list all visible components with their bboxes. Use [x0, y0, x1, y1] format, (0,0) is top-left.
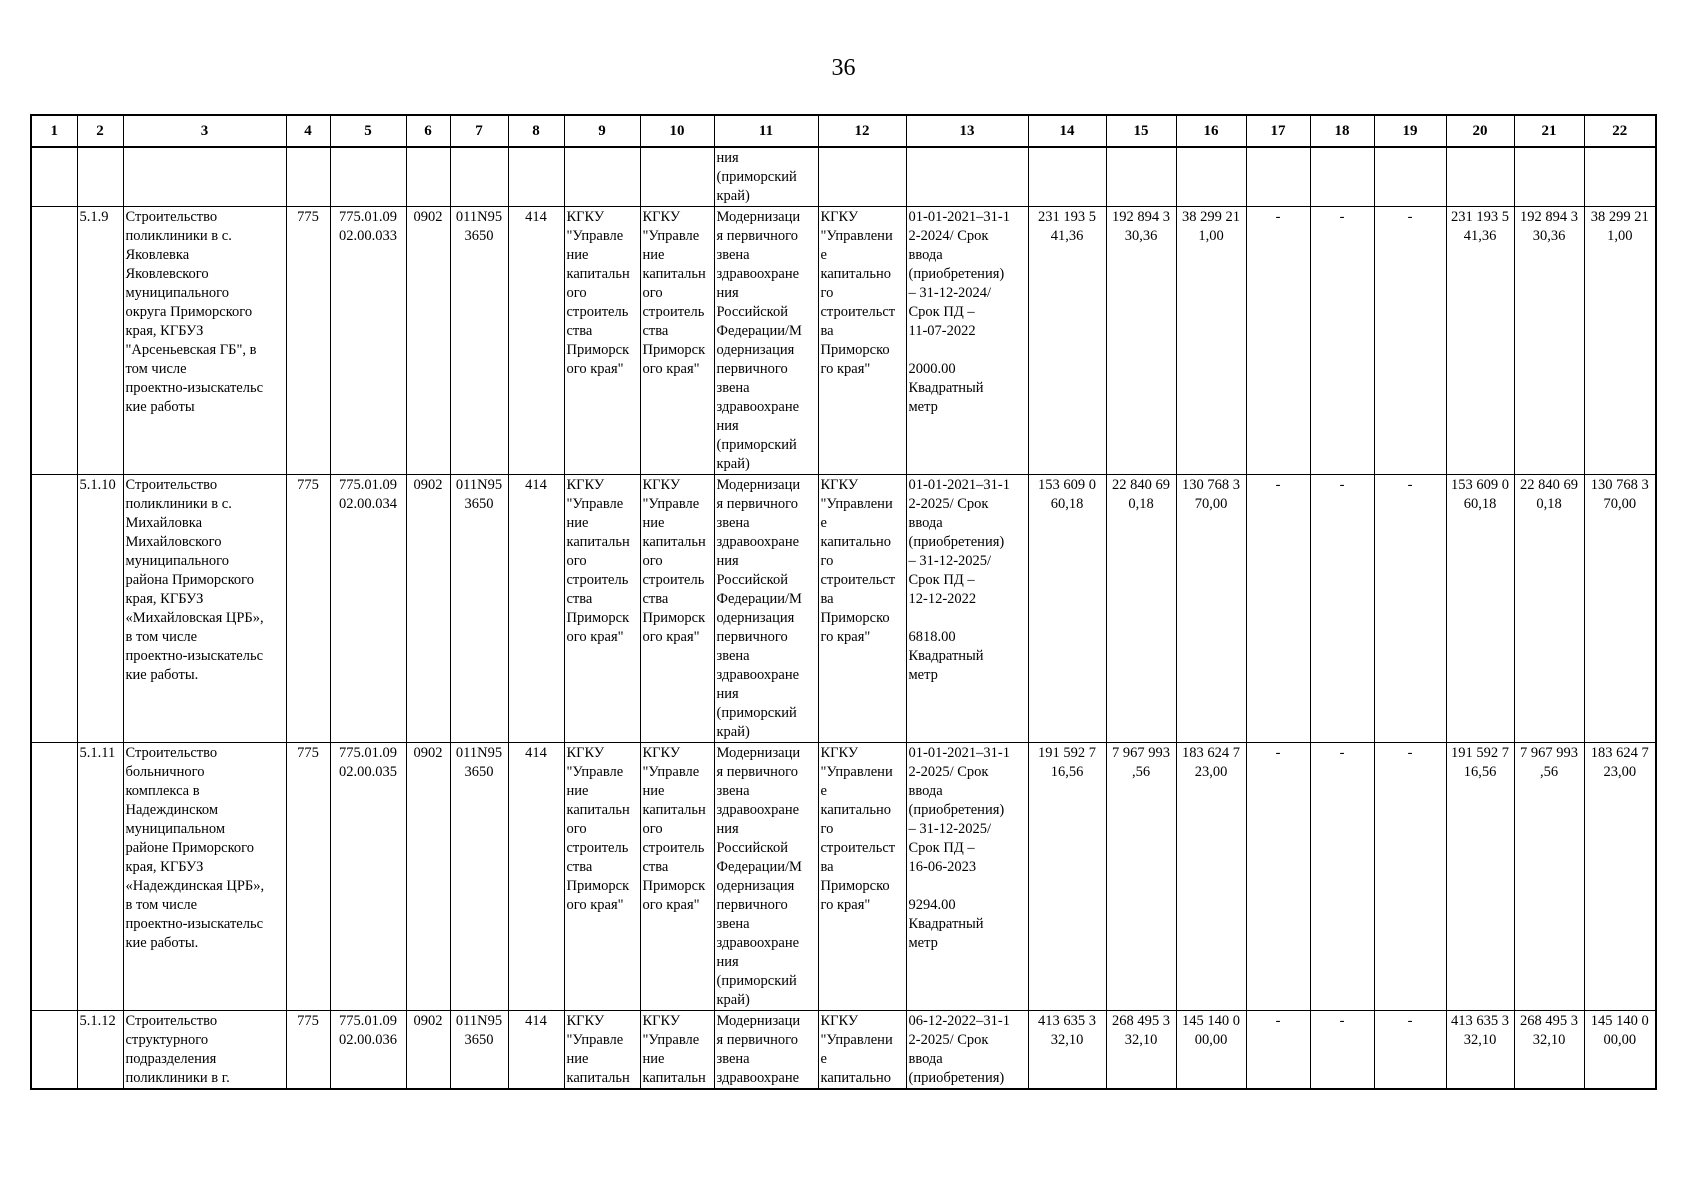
cell-col-10: КГКУ "Управле ние капитальн ого строитель ства Приморск ого края" — [640, 743, 714, 1011]
cell-col-12 — [818, 147, 906, 207]
column-header-16: 16 — [1176, 115, 1246, 147]
cell-col-11: Модернизаци я первичного звена здравоохране ния Российской Федерации/М одернизация первичного звена здравоохране ния (приморский край) — [714, 743, 818, 1011]
cell-col-20 — [1446, 147, 1514, 207]
cell-col-12: КГКУ "Управлени е капитально го строительст ва Приморско го края" — [818, 207, 906, 475]
cell-col-3: Строительство поликлиники в с. Михайловка Михайловского муниципального района Приморского края, КГБУЗ «Михайловская ЦРБ», в том числе проектно-изыскательс кие работы. — [123, 475, 286, 743]
cell-col-13: 01-01-2021–31-1 2-2025/ Срок ввода (приобретения) – 31-12-2025/ Срок ПД – 16-06-2023 9294.00 Квадратный метр — [906, 743, 1028, 1011]
cell-col-13 — [906, 147, 1028, 207]
cell-col-5: 775.01.09 02.00.034 — [330, 475, 406, 743]
cell-col-21: 192 894 3 30,36 — [1514, 207, 1584, 475]
column-header-7: 7 — [450, 115, 508, 147]
table-row — [31, 475, 1656, 743]
cell-col-22: 183 624 7 23,00 — [1584, 743, 1656, 1011]
cell-col-11: Модернизаци я первичного звена здравоохране ния Российской Федерации/М одернизация первичного звена здравоохране ния (приморский край) — [714, 207, 818, 475]
cell-col-4: 775 — [286, 475, 330, 743]
cell-col-9: КГКУ "Управле ние капитальн — [564, 1011, 640, 1090]
column-header-10: 10 — [640, 115, 714, 147]
cell-col-15 — [1106, 147, 1176, 207]
cell-col-18 — [1310, 147, 1374, 207]
cell-col-10 — [640, 147, 714, 207]
page-number: 36 — [831, 55, 856, 81]
column-header-11: 11 — [714, 115, 818, 147]
column-header-4: 4 — [286, 115, 330, 147]
cell-col-22: 130 768 3 70,00 — [1584, 475, 1656, 743]
cell-col-22: 145 140 0 00,00 — [1584, 1011, 1656, 1090]
budget-table — [30, 114, 1657, 1090]
cell-col-4 — [286, 147, 330, 207]
cell-col-19: - — [1374, 743, 1446, 1011]
cell-col-9: КГКУ "Управле ние капитальн ого строитель ства Приморск ого края" — [564, 743, 640, 1011]
cell-col-18: - — [1310, 1011, 1374, 1090]
cell-col-1 — [31, 207, 77, 475]
cell-col-7 — [450, 147, 508, 207]
cell-col-9: КГКУ "Управле ние капитальн ого строитель ства Приморск ого края" — [564, 475, 640, 743]
cell-col-16: 38 299 21 1,00 — [1176, 207, 1246, 475]
cell-col-18: - — [1310, 475, 1374, 743]
table-row-continuation — [31, 147, 1656, 207]
cell-col-8: 414 — [508, 475, 564, 743]
table-row — [31, 1011, 1656, 1090]
cell-col-17: - — [1246, 475, 1310, 743]
cell-col-6: 0902 — [406, 207, 450, 475]
cell-col-12: КГКУ "Управлени е капитально го строительст ва Приморско го края" — [818, 475, 906, 743]
column-header-20: 20 — [1446, 115, 1514, 147]
cell-col-3: Строительство поликлиники в с. Яковлевка Яковлевского муниципального округа Приморского края, КГБУЗ "Арсеньевская ГБ", в том числе проектно-изыскательс кие работы — [123, 207, 286, 475]
cell-col-2 — [77, 147, 123, 207]
cell-col-21: 268 495 3 32,10 — [1514, 1011, 1584, 1090]
cell-col-15: 7 967 993 ,56 — [1106, 743, 1176, 1011]
cell-col-8: 414 — [508, 743, 564, 1011]
column-header-18: 18 — [1310, 115, 1374, 147]
cell-col-22 — [1584, 147, 1656, 207]
cell-col-20: 231 193 5 41,36 — [1446, 207, 1514, 475]
cell-col-8: 414 — [508, 207, 564, 475]
column-header-6: 6 — [406, 115, 450, 147]
cell-col-16: 130 768 3 70,00 — [1176, 475, 1246, 743]
cell-col-5: 775.01.09 02.00.036 — [330, 1011, 406, 1090]
cell-col-4: 775 — [286, 207, 330, 475]
cell-col-14: 191 592 7 16,56 — [1028, 743, 1106, 1011]
cell-col-21: 7 967 993 ,56 — [1514, 743, 1584, 1011]
cell-col-14: 231 193 5 41,36 — [1028, 207, 1106, 475]
cell-col-4: 775 — [286, 1011, 330, 1090]
cell-col-16: 183 624 7 23,00 — [1176, 743, 1246, 1011]
cell-col-6: 0902 — [406, 475, 450, 743]
cell-col-3: Строительство больничного комплекса в Надеждинском муниципальном районе Приморского края, КГБУЗ «Надеждинская ЦРБ», в том числе проектно-изыскательс кие работы. — [123, 743, 286, 1011]
cell-col-17: - — [1246, 207, 1310, 475]
cell-col-13: 01-01-2021–31-1 2-2025/ Срок ввода (приобретения) – 31-12-2025/ Срок ПД – 12-12-2022 6818.00 Квадратный метр — [906, 475, 1028, 743]
cell-col-11: ния (приморский край) — [714, 147, 818, 207]
column-header-19: 19 — [1374, 115, 1446, 147]
column-header-21: 21 — [1514, 115, 1584, 147]
cell-col-1 — [31, 475, 77, 743]
column-header-2: 2 — [77, 115, 123, 147]
cell-col-9 — [564, 147, 640, 207]
column-header-1: 1 — [31, 115, 77, 147]
cell-col-6: 0902 — [406, 1011, 450, 1090]
column-header-13: 13 — [906, 115, 1028, 147]
cell-col-15: 268 495 3 32,10 — [1106, 1011, 1176, 1090]
column-header-row — [31, 115, 1656, 147]
cell-col-17: - — [1246, 1011, 1310, 1090]
cell-col-2: 5.1.9 — [77, 207, 123, 475]
cell-col-1 — [31, 147, 77, 207]
cell-col-2: 5.1.10 — [77, 475, 123, 743]
column-header-3: 3 — [123, 115, 286, 147]
column-header-14: 14 — [1028, 115, 1106, 147]
cell-col-11: Модернизаци я первичного звена здравоохране — [714, 1011, 818, 1090]
cell-col-15: 22 840 69 0,18 — [1106, 475, 1176, 743]
column-header-9: 9 — [564, 115, 640, 147]
cell-col-20: 413 635 3 32,10 — [1446, 1011, 1514, 1090]
column-header-12: 12 — [818, 115, 906, 147]
table-row — [31, 743, 1656, 1011]
cell-col-18: - — [1310, 207, 1374, 475]
cell-col-13: 01-01-2021–31-1 2-2024/ Срок ввода (приобретения) – 31-12-2024/ Срок ПД – 11-07-2022 2000.00 Квадратный метр — [906, 207, 1028, 475]
cell-col-11: Модернизаци я первичного звена здравоохране ния Российской Федерации/М одернизация первичного звена здравоохране ния (приморский край) — [714, 475, 818, 743]
cell-col-7: 011N95 3650 — [450, 1011, 508, 1090]
cell-col-5: 775.01.09 02.00.035 — [330, 743, 406, 1011]
cell-col-12: КГКУ "Управлени е капитально — [818, 1011, 906, 1090]
cell-col-3: Строительство структурного подразделения поликлиники в г. — [123, 1011, 286, 1090]
column-header-22: 22 — [1584, 115, 1656, 147]
cell-col-7: 011N95 3650 — [450, 207, 508, 475]
table-row — [31, 207, 1656, 475]
cell-col-8 — [508, 147, 564, 207]
cell-col-20: 191 592 7 16,56 — [1446, 743, 1514, 1011]
cell-col-3 — [123, 147, 286, 207]
cell-col-1 — [31, 743, 77, 1011]
cell-col-4: 775 — [286, 743, 330, 1011]
column-header-5: 5 — [330, 115, 406, 147]
cell-col-8: 414 — [508, 1011, 564, 1090]
cell-col-6: 0902 — [406, 743, 450, 1011]
cell-col-14: 413 635 3 32,10 — [1028, 1011, 1106, 1090]
cell-col-5 — [330, 147, 406, 207]
cell-col-14: 153 609 0 60,18 — [1028, 475, 1106, 743]
cell-col-19: - — [1374, 475, 1446, 743]
column-header-15: 15 — [1106, 115, 1176, 147]
column-header-8: 8 — [508, 115, 564, 147]
cell-col-19 — [1374, 147, 1446, 207]
cell-col-17 — [1246, 147, 1310, 207]
cell-col-12: КГКУ "Управлени е капитально го строительст ва Приморско го края" — [818, 743, 906, 1011]
cell-col-2: 5.1.12 — [77, 1011, 123, 1090]
cell-col-5: 775.01.09 02.00.033 — [330, 207, 406, 475]
cell-col-19: - — [1374, 207, 1446, 475]
cell-col-21: 22 840 69 0,18 — [1514, 475, 1584, 743]
cell-col-10: КГКУ "Управле ние капитальн ого строитель ства Приморск ого края" — [640, 207, 714, 475]
cell-col-20: 153 609 0 60,18 — [1446, 475, 1514, 743]
cell-col-15: 192 894 3 30,36 — [1106, 207, 1176, 475]
cell-col-10: КГКУ "Управле ние капитальн ого строитель ства Приморск ого края" — [640, 475, 714, 743]
cell-col-22: 38 299 21 1,00 — [1584, 207, 1656, 475]
cell-col-7: 011N95 3650 — [450, 743, 508, 1011]
cell-col-21 — [1514, 147, 1584, 207]
cell-col-19: - — [1374, 1011, 1446, 1090]
cell-col-1 — [31, 1011, 77, 1090]
cell-col-9: КГКУ "Управле ние капитальн ого строитель ства Приморск ого края" — [564, 207, 640, 475]
cell-col-16: 145 140 0 00,00 — [1176, 1011, 1246, 1090]
cell-col-6 — [406, 147, 450, 207]
cell-col-14 — [1028, 147, 1106, 207]
cell-col-10: КГКУ "Управле ние капитальн — [640, 1011, 714, 1090]
cell-col-2: 5.1.11 — [77, 743, 123, 1011]
column-header-17: 17 — [1246, 115, 1310, 147]
cell-col-17: - — [1246, 743, 1310, 1011]
cell-col-13: 06-12-2022–31-1 2-2025/ Срок ввода (приобретения) — [906, 1011, 1028, 1090]
cell-col-7: 011N95 3650 — [450, 475, 508, 743]
cell-col-18: - — [1310, 743, 1374, 1011]
cell-col-16 — [1176, 147, 1246, 207]
